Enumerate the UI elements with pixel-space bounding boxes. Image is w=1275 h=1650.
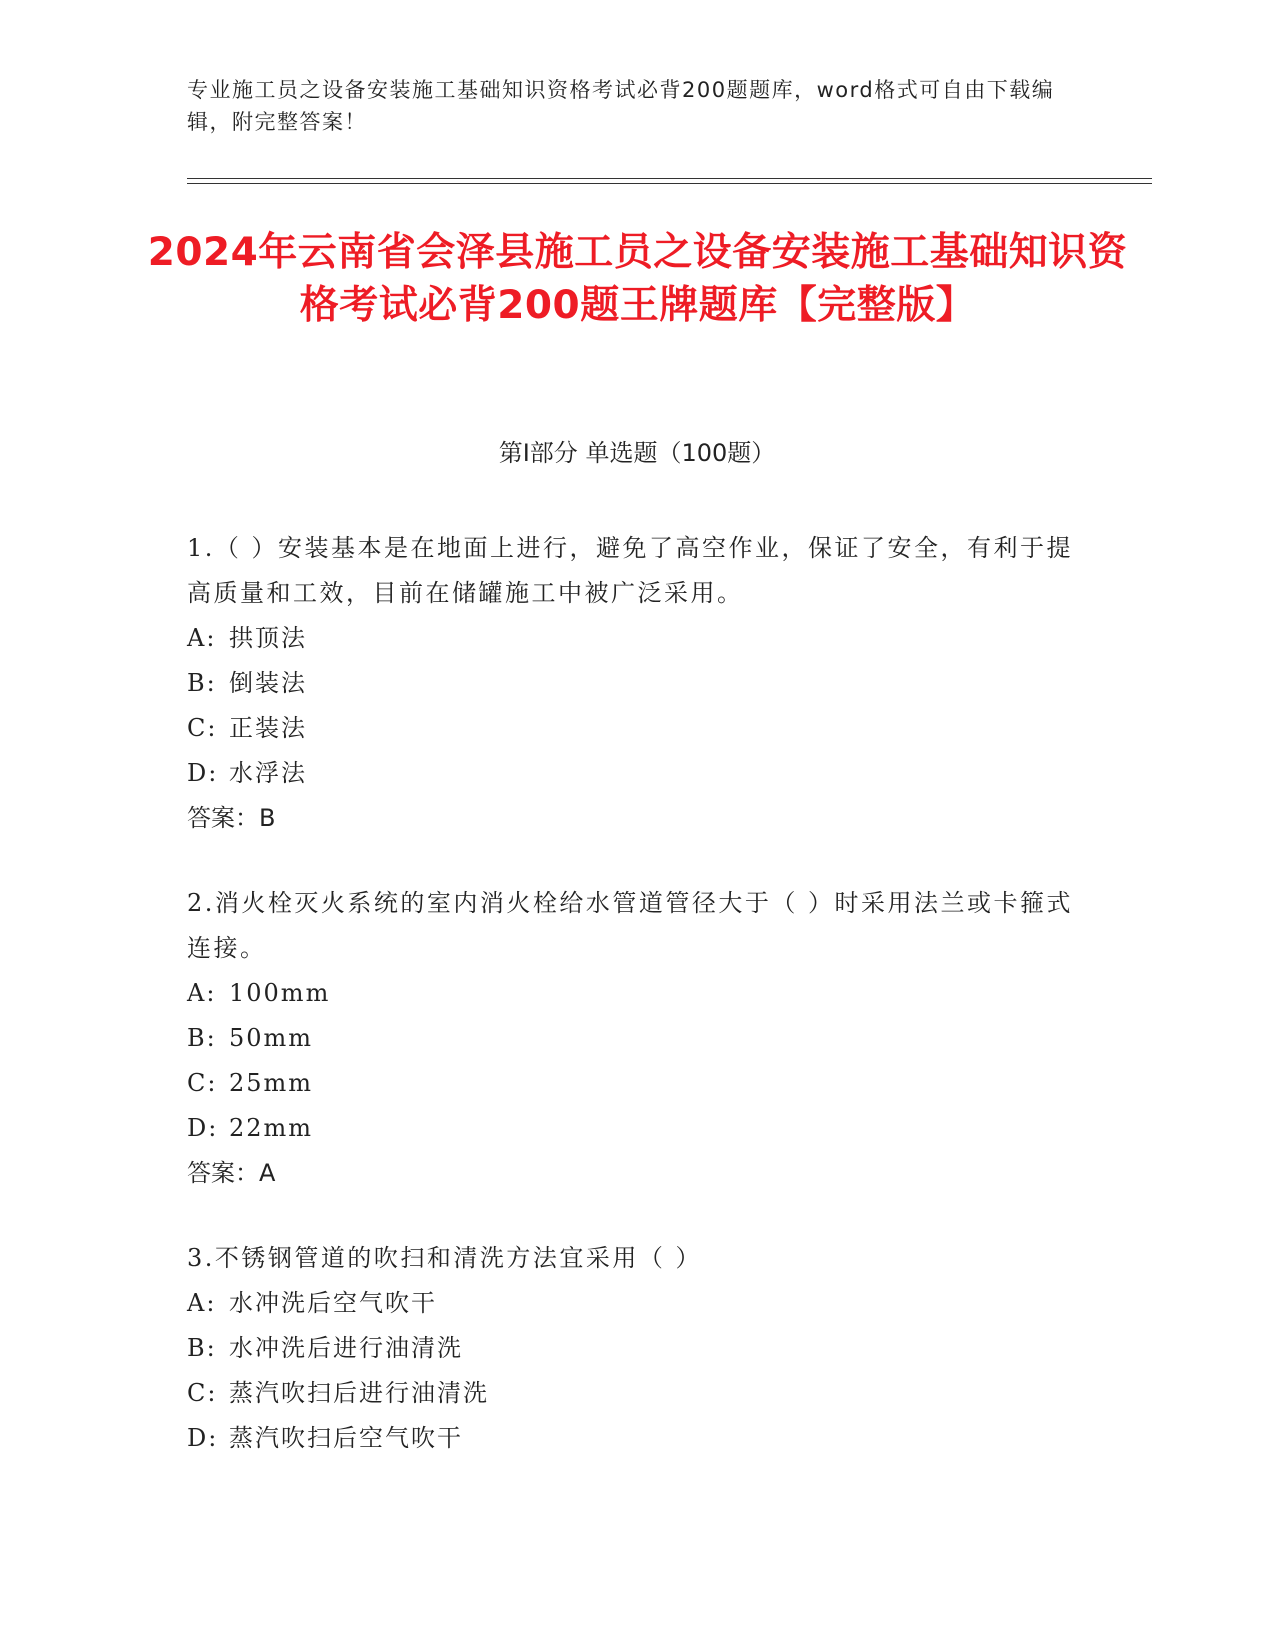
option-c [187, 706, 1082, 751]
option-c [187, 1371, 1082, 1416]
option-text: 25mm [229, 1069, 314, 1097]
option-text: 正装法 [229, 714, 307, 742]
option-letter: A: [187, 624, 217, 652]
option-a [187, 1281, 1082, 1326]
question-stem: 1.（ ）安装基本是在地面上进行，避免了高空作业，保证了安全，有利于提高质量和工效，目前在储罐施工中被广泛采用。 [187, 534, 1074, 607]
option-letter: B: [187, 669, 217, 697]
option-letter: D: [187, 1114, 219, 1142]
document-title: 2024年云南省会泽县施工员之设备安装施工基础知识资格考试必背200题王牌题库【完整版】 [147, 230, 1128, 328]
option-text: 倒装法 [229, 669, 307, 697]
question-stem: 3.不锈钢管道的吹扫和清洗方法宜采用（ ） [187, 1244, 703, 1272]
option-b [187, 1326, 1082, 1371]
question-3 [187, 1236, 1082, 1461]
option-b [187, 1016, 1082, 1061]
option-letter: C: [187, 1069, 218, 1097]
option-d [187, 751, 1082, 796]
answer-label: 答案： [187, 804, 259, 832]
option-letter: C: [187, 714, 218, 742]
option-a [187, 971, 1082, 1016]
option-letter: A: [187, 979, 217, 1007]
answer-value: B [259, 804, 276, 832]
option-text: 水冲洗后进行油清洗 [229, 1334, 463, 1362]
question-stem: 2.消火栓灭火系统的室内消火栓给水管道管径大于（ ）时采用法兰或卡箍式连接。 [187, 889, 1074, 962]
option-text: 50mm [229, 1024, 314, 1052]
option-b [187, 661, 1082, 706]
header-rule-top [187, 178, 1152, 179]
header-rule-bottom [187, 183, 1152, 184]
option-c [187, 1061, 1082, 1106]
option-text: 水浮法 [229, 759, 307, 787]
option-text: 22mm [229, 1114, 314, 1142]
answer-value: A [259, 1159, 276, 1187]
answer-line [187, 1151, 1082, 1196]
option-d [187, 1106, 1082, 1151]
option-letter: A: [187, 1289, 217, 1317]
option-text: 100mm [229, 979, 331, 1007]
section-title: 第I部分 单选题（100题） [498, 439, 776, 467]
option-text: 水冲洗后空气吹干 [229, 1289, 437, 1317]
option-d [187, 1416, 1082, 1461]
option-letter: D: [187, 1424, 219, 1452]
option-text: 蒸汽吹扫后进行油清洗 [229, 1379, 489, 1407]
question-1 [187, 526, 1082, 841]
option-letter: B: [187, 1024, 217, 1052]
option-letter: B: [187, 1334, 217, 1362]
option-letter: D: [187, 759, 219, 787]
answer-line [187, 796, 1082, 841]
option-text: 拱顶法 [229, 624, 307, 652]
option-letter: C: [187, 1379, 218, 1407]
option-text: 蒸汽吹扫后空气吹干 [229, 1424, 463, 1452]
question-list [187, 526, 1082, 1501]
answer-label: 答案： [187, 1159, 259, 1187]
header-note: 专业施工员之设备安装施工基础知识资格考试必背200题题库，word格式可自由下载编辑，附完整答案！ [187, 78, 1055, 134]
option-a [187, 616, 1082, 661]
question-2 [187, 881, 1082, 1196]
